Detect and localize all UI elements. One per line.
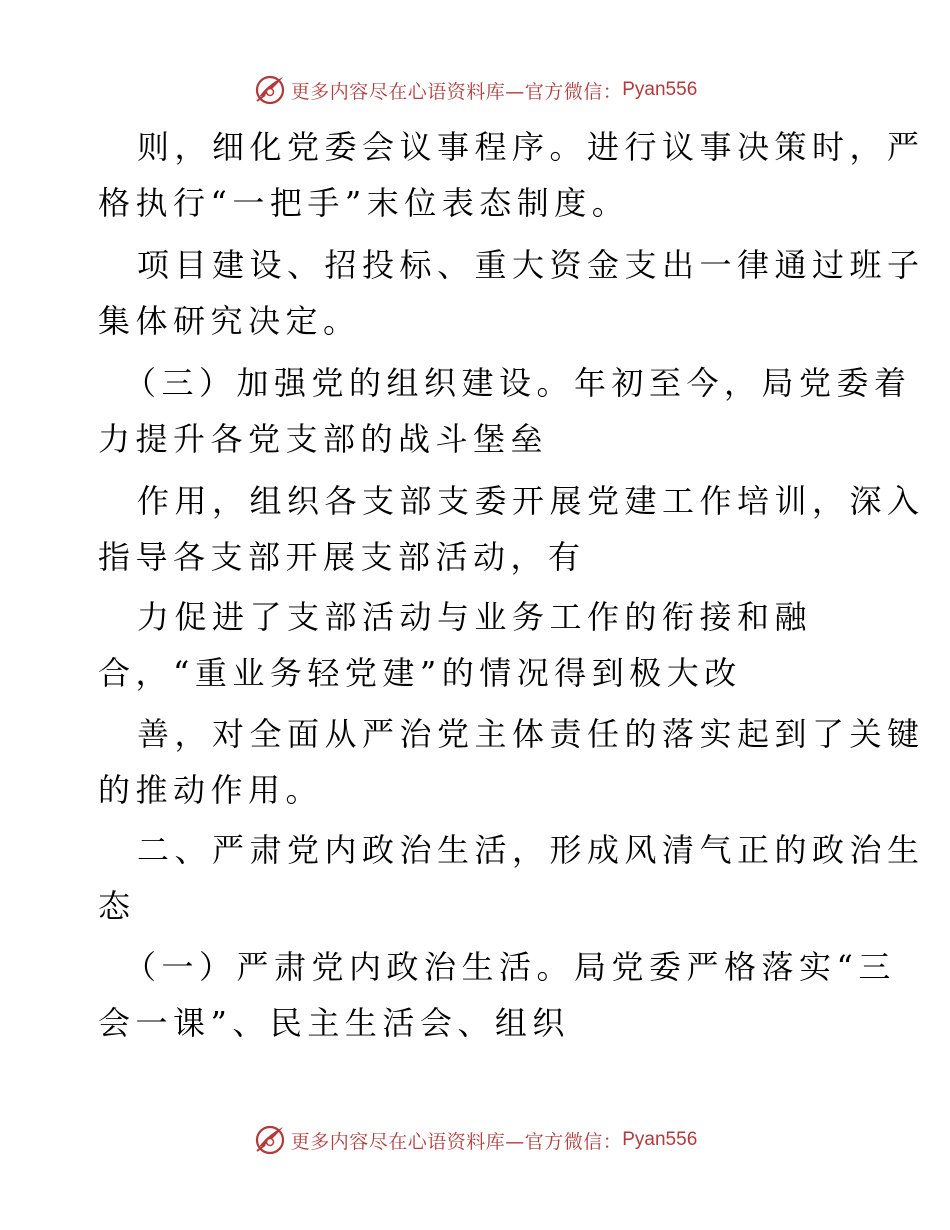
text-line: 的推动作用。 <box>98 771 324 809</box>
text-line: （三）加强党的组织建设。年初至今，局党委着 <box>124 364 912 402</box>
text-line: 格执行“一把手”末位表态制度。 <box>98 184 630 222</box>
text-line: 作用，组织各支部支委开展党建工作培训，深入 <box>137 482 925 520</box>
quill-pen-logo-icon <box>253 73 287 107</box>
text-line: 集体研究决定。 <box>98 302 361 340</box>
section-heading-line: 态 <box>98 887 136 925</box>
quill-pen-logo-icon <box>253 1123 287 1157</box>
text-line: 善，对全面从严治党主体责任的落实起到了关键 <box>137 715 925 753</box>
text-line: 力促进了支部活动与业务工作的衔接和融 <box>137 598 813 636</box>
text-line: 则，细化党委会议事程序。进行议事决策时，严 <box>137 128 925 166</box>
footer-watermark <box>0 1118 950 1162</box>
text-line: （一）严肃党内政治生活。局党委严格落实“三 <box>124 948 896 986</box>
watermark-handle: Pyan556 <box>622 1129 698 1150</box>
text-line: 指导各支部开展支部活动，有 <box>98 538 586 576</box>
text-line: 力提升各党支部的战斗堡垒 <box>98 420 549 458</box>
header-watermark <box>0 68 950 112</box>
watermark-handle: Pyan556 <box>622 79 698 100</box>
watermark-text: 更多内容尽在心语资料库—官方微信： <box>290 80 623 103</box>
watermark-text: 更多内容尽在心语资料库—官方微信： <box>290 1130 623 1153</box>
text-line: 会一课”、民主生活会、组织 <box>98 1004 570 1042</box>
section-heading-line: 二、严肃党内政治生活，形成风清气正的政治生 <box>137 831 925 869</box>
text-line: 合，“重业务轻党建”的情况得到极大改 <box>98 654 742 692</box>
text-line: 项目建设、招投标、重大资金支出一律通过班子 <box>137 246 925 284</box>
